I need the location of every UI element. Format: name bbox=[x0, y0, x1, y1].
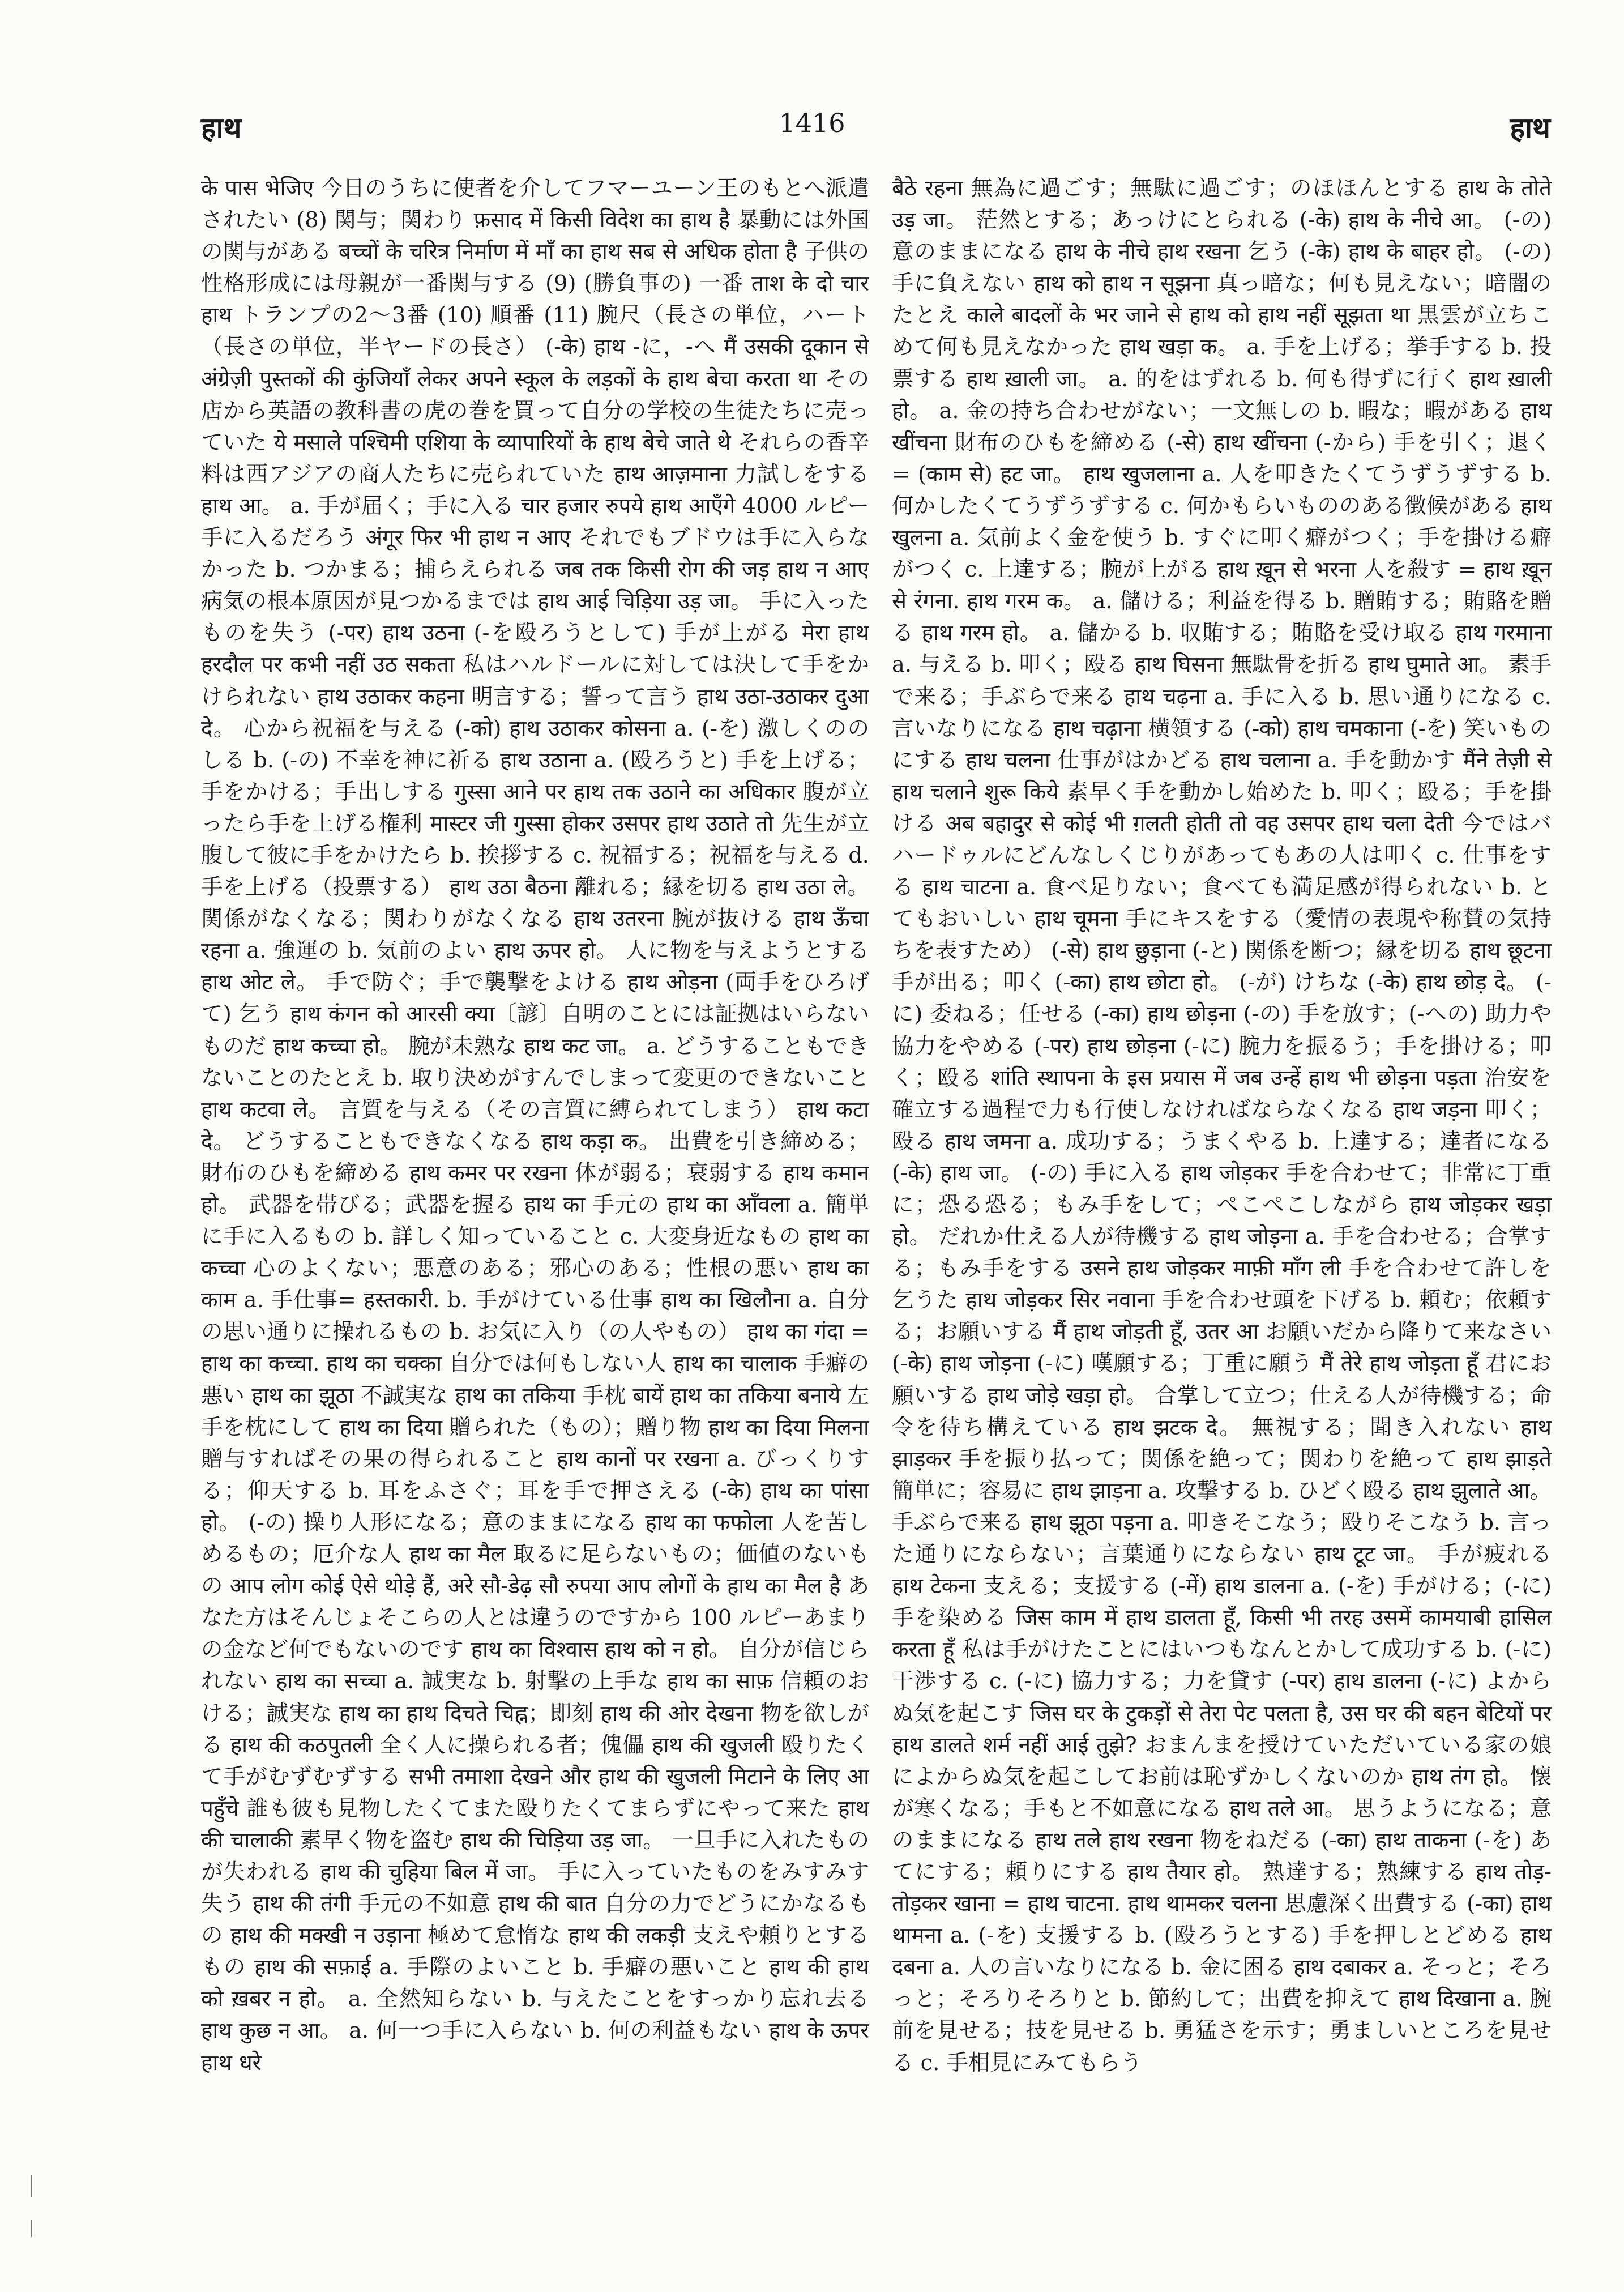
right-column bbox=[892, 173, 1552, 2257]
right-column-text: बैठे रहना 無為に過ごす；無駄に過ごす；のほほんとする हाथ के तोते उड़ जा。 茫然とする；あっけにとられる (-के) हाथ के नीचे आ。 (-の) 意のままになる हाथ के नीचे हाथ रखना 乞う (-के) हाथ के बाहर हो。 (-の) 手に負えない हाथ को हाथ न सूझना 真っ暗な；何も見えない；暗闇のたとえ काले बादलों के भर जाने से हाथ को हाथ नहीं सूझता था 黒雲が立ちこめて何も見えなかった हाथ खड़ा क。 a. 手を上げる；挙手する b. 投票する हाथ ख़ाली जा。 a. 的をはずれる b. 何も得ずに行く हाथ ख़ाली हो。 a. 金の持ち合わせがない；一文無しの b. 暇な；暇がある हाथ खींचना 財布のひもを締める (-से) हाथ खींचना (-から) 手を引く；退く = (काम से) हट जा。 हाथ खुजलाना a. 人を叩きたくてうずうずする b. 何かしたくてうずうずする c. 何かもらいもののある徴候がある हाथ खुलना a. 気前よく金を使う b. すぐに叩く癖がつく；手を掛ける癖がつく c. 上達する；腕が上がる हाथ ख़ून से भरना 人を殺す = हाथ ख़ून से रंगना. हाथ गरम क。 a. 儲ける；利益を得る b. 贈賄する；賄賂を贈る हाथ गरम हो。 a. 儲かる b. 収賄する；賄賂を受け取る हाथ गरमाना a. 与える b. 叩く；殴る हाथ घिसना 無駄骨を折る हाथ घुमाते आ。 素手で来る；手ぶらで来る हाथ चढ़ना a. 手に入る b. 思い通りになる c. 言いなりになる हाथ चढ़ाना 横領する (-को) हाथ चमकाना (-を) 笑いものにする हाथ चलना 仕事がはかどる हाथ चलाना a. 手を動かす मैंने तेज़ी से हाथ चलाने शुरू किये 素早く手を動かし始めた b. 叩く；殴る；手を掛ける अब बहादुर से कोई भी ग़लती होती तो वह उसपर हाथ चला देती 今ではバハードゥルにどんなしくじりがあってもあの人は叩く c. 仕事をする हाथ चाटना a. 食べ足りない；食べても満足感が得られない b. とてもおいしい हाथ चूमना 手にキスをする（愛情の表現や称賛の気持ちを表すため） (-से) हाथ छुड़ाना (-と) 関係を断つ；縁を切る हाथ छूटना 手が出る；叩く (-का) हाथ छोटा हो。 (-が) けちな (-के) हाथ छोड़ दे。 (-に) 委ねる；任せる (-का) हाथ छोड़ना (-の) 手を放す；(-への) 助力や協力をやめる (-पर) हाथ छोड़ना (-に) 腕力を振るう；手を掛ける；叩く；殴る शांति स्थापना के इस प्रयास में जब उन्हें हाथ भी छोड़ना पड़ता 治安を確立する過程で力も行使しなければならなくなる हाथ जड़ना 叩く；殴る हाथ जमना a. 成功する；うまくやる b. 上達する；達者になる (-के) हाथ जा。 (-の) 手に入る हाथ जोड़कर 手を合わせて；非常に丁重に；恐る恐る；もみ手をして；ぺこぺこしながら हाथ जोड़कर खड़ा हो。 だれか仕える人が待機する हाथ जोड़ना a. 手を合わせる；合掌する；もみ手をする उसने हाथ जोड़कर माफ़ी माँग ली 手を合わせて許しを乞うた हाथ जोड़कर सिर नवाना 手を合わせ頭を下げる b. 頼む；依頼する；お願いする मैं हाथ जोड़ती हूँ, उतर आ お願いだから降りて来なさい (-के) हाथ जोड़ना (-に) 嘆願する；丁重に願う मैं तेरे हाथ जोड़ता हूँ 君にお願いする हाथ जोड़े खड़ा हो。 合掌して立つ；仕える人が待機する；命令を待ち構えている हाथ झटक दे。 無視する；聞き入れない हाथ झाड़कर 手を振り払って；関係を絶って；関わりを絶って हाथ झाड़ते 簡単に；容易に हाथ झाड़ना a. 攻撃する b. ひどく殴る हाथ झुलाते आ。 手ぶらで来る हाथ झूठा पड़ना a. 叩きそこなう；殴りそこなう b. 言った通りにならない；言葉通りにならない हाथ टूट जा。 手が疲れる हाथ टेकना 支える；支援する (-में) हाथ डालना a. (-を) 手がける；(-に) 手を染める जिस काम में हाथ डालता हूँ, किसी भी तरह उसमें कामयाबी हासिल करता हूँ 私は手がけたことにはいつもなんとかして成功する b. (-に) 干渉する c. (-に) 協力する；力を貸す (-पर) हाथ डालना (-に) よからぬ気を起こす जिस घर के टुकड़ों से तेरा पेट पलता है, उस घर की बहन बेटियों पर हाथ डालते शर्म नहीं आई तुझे? おまんまを授けていただいている家の娘によからぬ気を起こしてお前は恥ずかしくないのか हाथ तंग हो。 懐が寒くなる；手もと不如意になる हाथ तले आ。 思うようになる；意のままになる हाथ तले हाथ रखना 物をねだる (-का) हाथ ताकना (-を) あてにする；頼りにする हाथ तैयार हो。 熟達する；熟練する हाथ तोड़-तोड़कर खाना = हाथ चाटना. हाथ थामकर चलना 思慮深く出費する (-का) हाथ थामना a. (-を) 支援する b. (殴ろうとする) 手を押しとどめる हाथ दबना a. 人の言いなりになる b. 金に困る हाथ दबाकर a. そっと；そろっと；そろりそろりと b. 節約して；出費を抑えて हाथ दिखाना a. 腕前を見せる；技を見せる b. 勇猛さを示す；勇ましいところを見せる c. 手相見にみてもらう bbox=[892, 176, 1552, 2076]
page-number: 1416 bbox=[779, 108, 845, 138]
left-column bbox=[201, 173, 869, 2257]
page-header bbox=[0, 108, 1624, 153]
running-head-right: हाथ bbox=[1510, 111, 1550, 144]
margin-mark bbox=[31, 2175, 32, 2197]
left-column-text: के पास भेजिए 今日のうちに使者を介してフマーユーン王のもとへ派遣されたい (8) 関与；関わり फ़साद में किसी विदेश का हाथ है 暴動には外国の関与がある बच्चों के चरित्र निर्माण में माँ का हाथ सब से अधिक होता है 子供の性格形成には母親が一番関与する (9) (勝負事の) 一番 ताश के दो चार हाथ トランプの2〜3番 (10) 順番 (11) 腕尺（長さの単位，ハート（長さの単位，半ヤードの長さ） (-के) हाथ -に，-へ मैं उसकी दूकान से अंग्रेज़ी पुस्तकों की कुंजियाँ लेकर अपने स्कूल के लड़कों के हाथ बेचा करता था その店から英語の教科書の虎の巻を買って自分の学校の生徒たちに売っていた ये मसाले पश्चिमी एशिया के व्यापारियों के हाथ बेचे जाते थे それらの香辛料は西アジアの商人たちに売られていた हाथ आज़माना 力試しをする हाथ आ。 a. 手が届く；手に入る चार हजार रुपये हाथ आएँगे 4000 ルピー手に入るだろう अंगूर फिर भी हाथ न आए それでもブドウは手に入らなかった b. つかまる；捕らえられる जब तक किसी रोग की जड़ हाथ न आए 病気の根本原因が見つかるまでは हाथ आई चिड़िया उड़ जा。 手に入ったものを失う (-पर) हाथ उठना (-を殴ろうとして) 手が上がる मेरा हाथ हरदौल पर कभी नहीं उठ सकता 私はハルドールに対しては決して手をかけられない हाथ उठाकर कहना 明言する；誓って言う हाथ उठा-उठाकर दुआ दे。 心から祝福を与える (-को) हाथ उठाकर कोसना a. (-を) 激しくののしる b. (-の) 不幸を神に祈る हाथ उठाना a. (殴ろうと) 手を上げる；手をかける；手出しする गुस्सा आने पर हाथ तक उठाने का अधिकार 腹が立ったら手を上げる権利 मास्टर जी गुस्सा होकर उसपर हाथ उठाते तो 先生が立腹して彼に手をかけたら b. 挨拶する c. 祝福する；祝福を与える d. 手を上げる（投票する） हाथ उठा बैठना 離れる；縁を切る हाथ उठा ले。 関係がなくなる；関わりがなくなる हाथ उतरना 腕が抜ける हाथ ऊँचा रहना a. 強運の b. 気前のよい हाथ ऊपर हो。 人に物を与えようとする हाथ ओट ले。 手で防ぐ；手で襲撃をよける हाथ ओड़ना (両手をひろげて) 乞う हाथ कंगन को आरसी क्या〔諺〕自明のことには証拠はいらないものだ हाथ कच्चा हो。 腕が未熟な हाथ कट जा。 a. どうすることもできないことのたとえ b. 取り決めがすんでしまって変更のできないこと हाथ कटवा ले。 言質を与える（その言質に縛られてしまう） हाथ कटा दे。 どうすることもできなくなる हाथ कड़ा क。 出費を引き締める；財布のひもを締める हाथ कमर पर रखना 体が弱る；衰弱する हाथ कमान हो。 武器を帯びる；武器を握る हाथ का 手元の हाथ का आँवला a. 簡単に手に入るもの b. 詳しく知っていること c. 大変身近なもの हाथ का कच्चा 心のよくない；悪意のある；邪心のある；性根の悪い हाथ का काम a. 手仕事= हस्तकारी. b. 手がけている仕事 हाथ का खिलौना a. 自分の思い通りに操れるもの b. お気に入り（の人やもの） हाथ का गंदा = हाथ का कच्चा. हाथ का चक्का 自分では何もしない人 हाथ का चालाक 手癖の悪い हाथ का झूठा 不誠実な हाथ का तकिया 手枕 बायें हाथ का तकिया बनाये 左手を枕にして हाथ का दिया 贈られた（もの）；贈り物 हाथ का दिया मिलना 贈与すればその果の得られること हाथ कानों पर रखना a. びっくりする；仰天する b. 耳をふさぐ；耳を手で押さえる (-के) हाथ का पांसा हो。 (-の) 操り人形になる；意のままになる हाथ का फफोला 人を苦しめるもの；厄介な人 हाथ का मैल 取るに足らないもの；価値のないもの आप लोग कोई ऐसे थोड़े हैं, अरे सौ-डेढ़ सौ रुपया आप लोगों के हाथ का मैल है あなた方はそんじょそこらの人とは違うのですから 100 ルピーあまりの金など何でもないのです हाथ का विश्वास हाथ को न हो。 自分が信じられない हाथ का सच्चा a. 誠実な b. 射撃の上手な हाथ का साफ़ 信頼のおける；誠実な हाथ का हाथ दिचते चिह्न；即刻 हाथ की ओर देखना 物を欲しがる हाथ की कठपुतली 全く人に操られる者；傀儡 हाथ की खुजली 殴りたくて手がむずむずする सभी तमाशा देखने और हाथ की खुजली मिटाने के लिए आ पहुँचे 誰も彼も見物したくてまた殴りたくてまらずにやって来た हाथ की चालाकी 素早く物を盗む हाथ की चिड़िया उड़ जा。 一旦手に入れたものが失われる हाथ की चुहिया बिल में जा。 手に入っていたものをみすみす失う हाथ की तंगी 手元の不如意 हाथ की बात 自分の力でどうにかなるもの हाथ की मक्खी न उड़ाना 極めて怠惰な हाथ की लकड़ी 支えや頼りとするもの हाथ की सफ़ाई a. 手際のよいこと b. 手癖の悪いこと हाथ की हाथ को ख़बर न हो。 a. 全然知らない b. 与えたことをすっかり忘れ去る हाथ कुछ न आ。 a. 何一つ手に入らない b. 何の利益もない हाथ के ऊपर हाथ धरे bbox=[201, 176, 869, 2076]
running-head-left: हाथ bbox=[201, 111, 242, 144]
margin-mark bbox=[31, 2220, 32, 2237]
